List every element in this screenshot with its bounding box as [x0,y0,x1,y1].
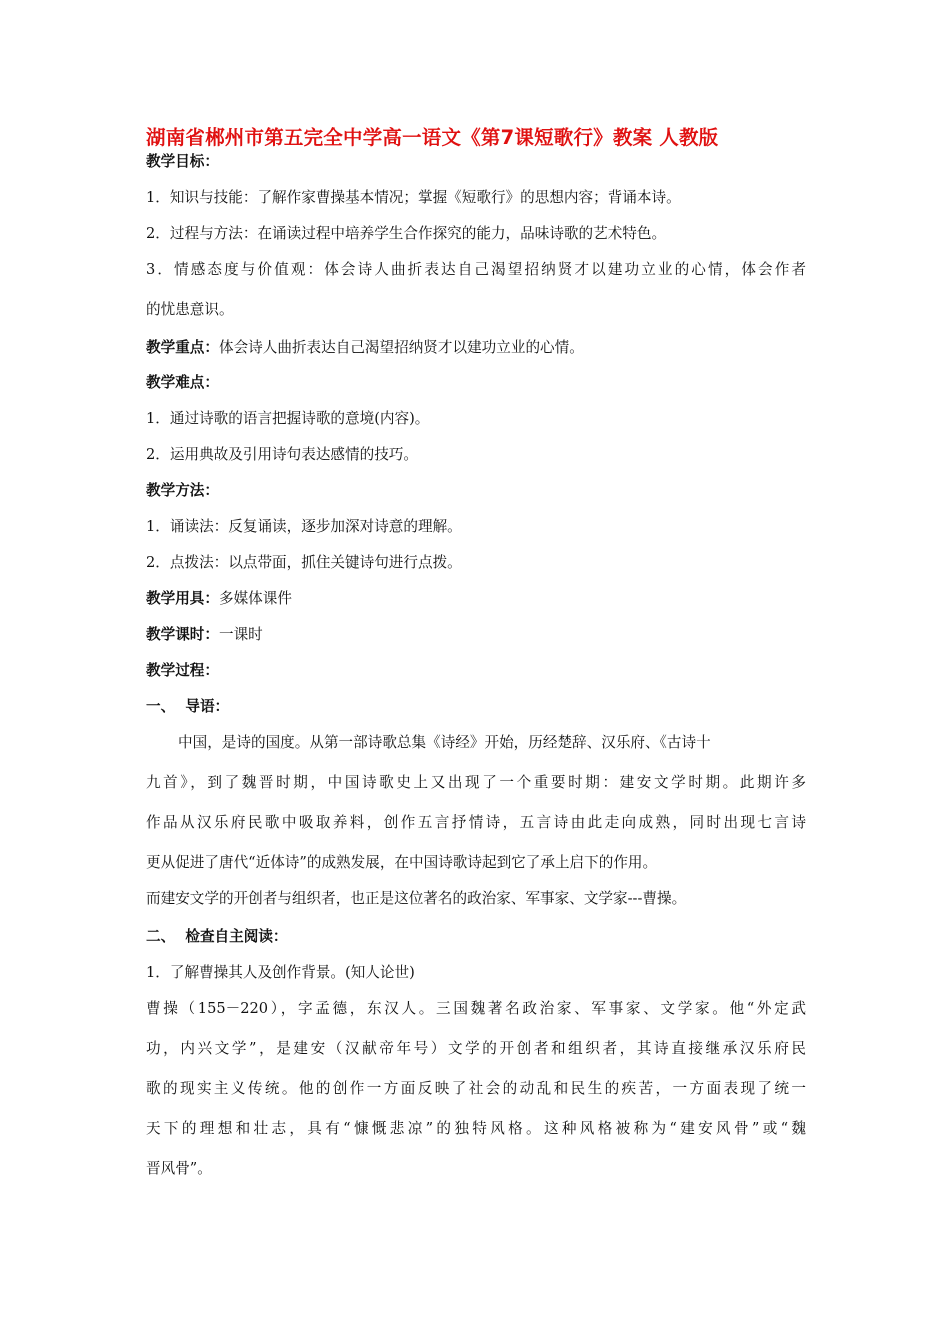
bio-line-3: 歌的现实主义传统。他的创作一方面反映了社会的动乱和民生的疾苦，一方面表现了统一 [146,1080,806,1097]
key-point-text: 体会诗人曲折表达自己渴望招纳贤才以建功立业的心情。 [218,339,584,356]
bio-line-4: 天下的理想和壮志，具有“慷慨悲凉”的独特风格。这种风格被称为“建安风骨”或“魏 [146,1120,806,1137]
difficulty-heading: 教学难点： [146,374,219,391]
tools [146,589,292,609]
method-item-1: 1．诵读法：反复诵读，逐步加深对诗意的理解。 [146,518,462,535]
goal-item-3-cont: 的忧患意识。 [146,301,234,318]
bio-line-5: 晋风骨”。 [146,1160,212,1177]
intro-line-1: 中国，是诗的国度。从第一部诗歌总集《诗经》开始，历经楚辞、汉乐府、《古诗十 [178,734,711,751]
document-title: 湖南省郴州市第五完全中学高一语文《第7课短歌行》教案 人教版 [146,126,719,149]
process-heading: 教学过程： [146,662,219,679]
goal-item-3: 3．情感态度与价值观：体会诗人曲折表达自己渴望招纳贤才以建功立业的心情，体会作者 [146,261,806,278]
key-point [146,338,584,358]
section-2-heading: 二、 检查自主阅读： [146,928,288,945]
difficulty-item-1: 1．通过诗歌的语言把握诗歌的意境(内容)。 [146,410,430,427]
tools-text: 多媒体课件 [218,590,292,607]
section-1-heading: 一、 导语： [146,698,230,715]
key-point-label: 教学重点： [146,339,219,356]
goals-heading: 教学目标： [146,153,219,170]
intro-line-5: 而建安文学的开创者与组织者，也正是这位著名的政治家、军事家、文学家---曹操。 [146,890,687,907]
difficulty-item-2: 2．运用典故及引用诗句表达感情的技巧。 [146,446,418,463]
goal-item-2: 2．过程与方法：在诵读过程中培养学生合作探究的能力，品味诗歌的艺术特色。 [146,225,667,242]
hours-text: 一课时 [218,626,263,643]
subsection-1: 1．了解曹操其人及创作背景。(知人论世) [146,964,415,981]
goal-item-1: 1．知识与技能：了解作家曹操基本情况；掌握《短歌行》的思想内容；背诵本诗。 [146,189,681,206]
intro-line-4: 更从促进了唐代“近体诗”的成熟发展，在中国诗歌诗起到它了承上启下的作用。 [146,854,658,871]
bio-line-2: 功，内兴文学”，是建安（汉献帝年号）文学的开创者和组织者，其诗直接继承汉乐府民 [146,1040,806,1057]
hours-label: 教学课时： [146,626,219,643]
tools-label: 教学用具： [146,590,219,607]
intro-line-3: 作品从汉乐府民歌中吸取养料，创作五言抒情诗，五言诗由此走向成熟，同时出现七言诗 [146,814,806,831]
hours [146,625,263,645]
method-heading: 教学方法： [146,482,219,499]
bio-line-1: 曹操（155－220），字孟德，东汉人。三国魏著名政治家、军事家、文学家。他“外定武 [146,1000,806,1017]
method-item-2: 2．点拨法：以点带面，抓住关键诗句进行点拨。 [146,554,462,571]
intro-line-2: 九首》，到了魏晋时期，中国诗歌史上又出现了一个重要时期：建安文学时期。此期许多 [146,774,806,791]
